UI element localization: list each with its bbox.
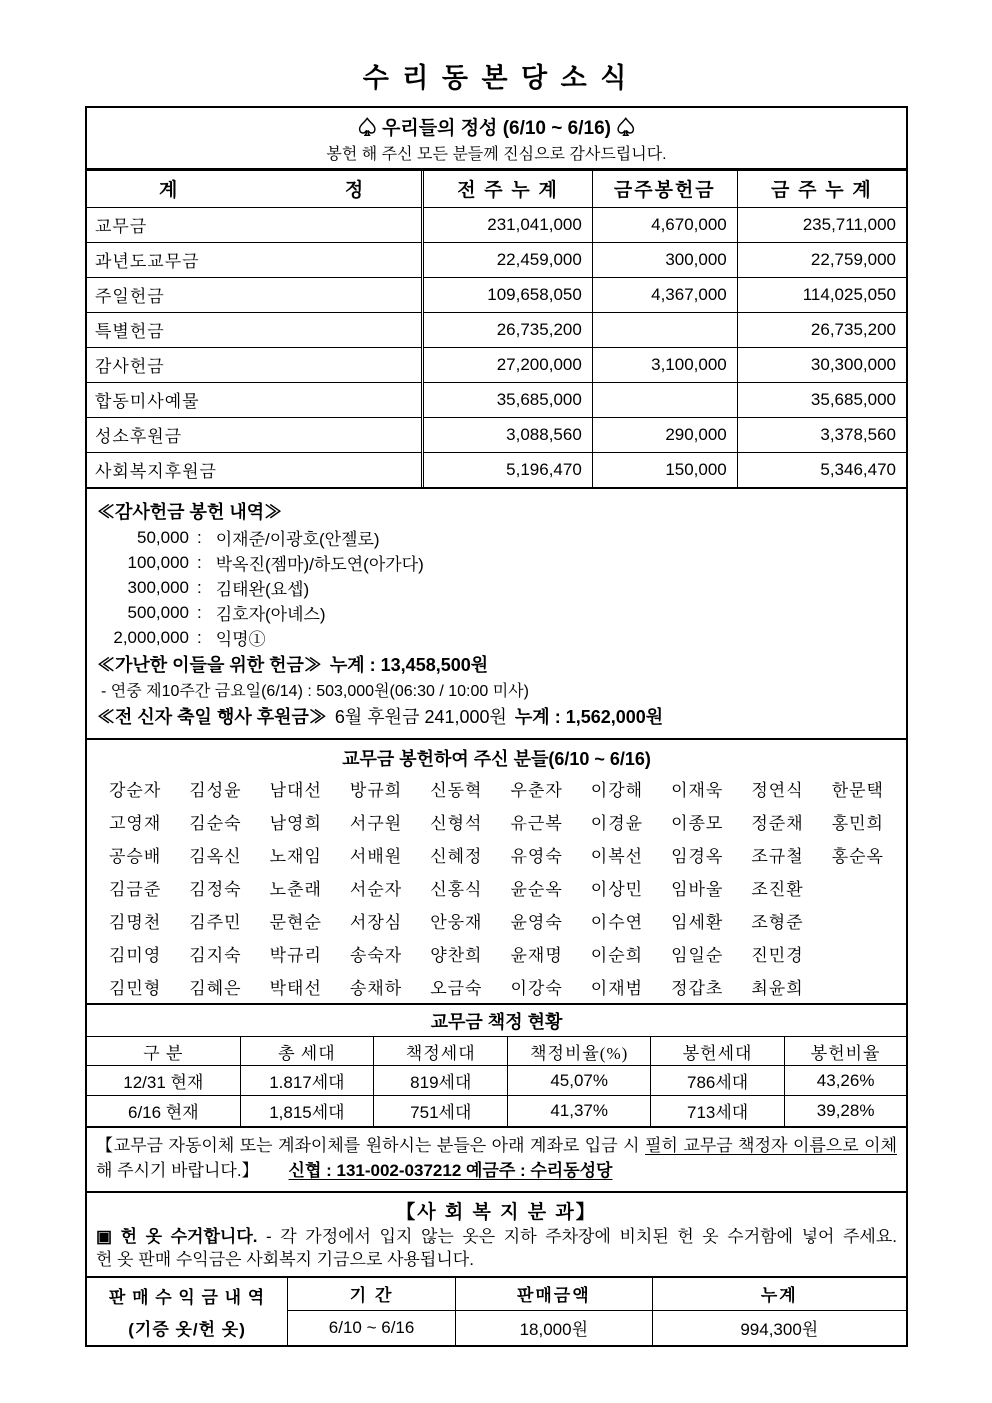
feast-fund-total: 누계 : 1,562,000원 [514,706,664,727]
funds-detail-section [85,487,908,740]
donor-name: 홍민희 [831,814,884,833]
poor-fund-detail: - 연중 제10주간 금요일(6/14) : 503,000원(06:30 / 10:00 미사) [101,683,529,700]
thanksgiving-donor: 김태완(요셉) [215,580,310,599]
donor-name: 신동혁 [430,781,483,800]
list-item [97,625,896,650]
sales-row-label-line2: (기증 옷/헌 옷) [128,1319,246,1339]
donor-name: 서순자 [349,880,403,899]
donor-name: 한문택 [831,781,884,800]
donor-name: 오금숙 [430,979,483,998]
assessment-cell: 1.817세대 [240,1066,373,1096]
offering-prev-total: 5,196,470 [423,452,593,487]
table-row [95,937,898,970]
sales-row-label-line1: 판 매 수 익 금 내 역 [108,1287,266,1307]
offering-prev-total: 35,685,000 [423,382,593,417]
donor-name: 신형석 [430,814,483,833]
offering-header-account [87,171,423,207]
donor-name: 박태선 [269,979,322,998]
donor-name: 박규리 [269,946,322,965]
poor-fund-line [97,650,896,677]
donor-name: 이순희 [590,946,644,965]
donor-names-table [95,772,898,1003]
assessment-table [87,1036,906,1126]
donor-name: 이재욱 [671,781,724,800]
thanksgiving-separator: : [197,602,202,622]
donor-name: 신홍식 [430,880,483,899]
offering-week-amount: 290,000 [592,417,737,452]
donor-name: 방규희 [349,781,403,800]
offering-week-total: 5,346,470 [737,452,906,487]
table-row [95,772,898,805]
table-row [87,417,906,452]
donor-name: 임바울 [671,880,724,899]
donor-name: 조형준 [751,913,804,932]
donor-name: 정연식 [751,781,804,800]
donor-name: 안웅재 [430,913,483,932]
offering-row-label: 합동미사예물 [87,382,423,417]
assessment-cell: 1,815세대 [240,1096,373,1126]
donor-name: 양찬희 [430,946,483,965]
offering-header-row [87,171,906,207]
offering-week-total: 3,378,560 [737,417,906,452]
table-row [87,347,906,382]
offering-week-amount: 150,000 [592,452,737,487]
offering-week-amount: 4,670,000 [592,207,737,242]
donor-name [818,871,898,904]
offering-week-total: 30,300,000 [737,347,906,382]
assessment-header: 책정비율(%) [508,1037,651,1066]
welfare-notice-line1 [87,1225,906,1248]
donor-name: 남영희 [269,814,322,833]
thanksgiving-amount: 50,000 [137,527,189,547]
table-row [87,1066,906,1096]
sales-table [87,1276,906,1345]
donor-name: 유영숙 [510,847,563,866]
donor-name: 노춘래 [269,880,322,899]
donor-name: 공승배 [109,847,162,866]
table-row [87,452,906,487]
offering-week-total: 35,685,000 [737,382,906,417]
donor-name: 김지숙 [189,946,242,965]
assessment-header: 봉헌세대 [650,1037,784,1066]
table-row [87,382,906,417]
donor-name: 정갑초 [671,979,724,998]
donor-list-title: 교무금 봉헌하여 주신 분들(6/10 ~ 6/16) [342,749,651,769]
donor-name: 김정숙 [189,880,242,899]
thanksgiving-donor: 이재준/이광호(안젤로) [215,530,380,549]
donor-name [818,970,898,1003]
donor-name: 이종모 [671,814,724,833]
offering-week-amount: 3,100,000 [592,347,737,382]
transfer-notice-text: 【교무금 자동이체 또는 계좌이체를 원하시는 분들은 아래 계좌로 입금 시 [96,1135,646,1155]
assessment-cell: 751세대 [374,1096,508,1126]
thanksgiving-amount: 2,000,000 [113,627,189,647]
thanksgiving-title: ≪감사헌금 봉헌 내역≫ [97,502,283,522]
donor-name: 남대선 [269,781,322,800]
offering-row-label: 특별헌금 [87,312,423,347]
offering-week-total: 26,735,200 [737,312,906,347]
offering-week-total: 22,759,000 [737,242,906,277]
offering-row-label: 교무금 [87,207,423,242]
thanksgiving-donor: 박옥진(젬마)/하도연(아가다) [215,555,424,574]
welfare-notice-text: - 각 가정에서 입지 않는 옷은 지하 주차장에 비치된 헌 옷 수거함에 넣어 주세요. [266,1226,897,1246]
offering-header-week-offering: 금주봉헌금 [592,171,737,207]
donor-name: 진민경 [751,946,804,965]
donor-name: 임세환 [671,913,724,932]
assessment-cell: 43,26% [785,1066,906,1096]
sales-header-amount: 판매금액 [456,1277,653,1311]
donor-name: 이상민 [590,880,644,899]
donor-name: 조규철 [751,847,804,866]
welfare-notice-lead: 헌 옷 수거합니다. [120,1226,258,1246]
offering-row-label: 주일헌금 [87,277,423,312]
assessment-cell: 819세대 [374,1066,508,1096]
donor-name: 임일순 [671,946,724,965]
assessment-cell: 786세대 [650,1066,784,1096]
offering-table [87,171,906,487]
offering-summary-section [85,106,908,489]
donor-name: 강순자 [109,781,162,800]
thanksgiving-donor: 김호자(아녜스) [215,605,326,624]
page-title: 수 리 동 본 당 소 식 [362,63,630,93]
table-row [95,838,898,871]
donor-name: 윤재명 [510,946,563,965]
sales-header-total: 누계 [652,1277,906,1311]
feast-fund-month: 6월 후원금 241,000원 [334,706,507,727]
offering-week-amount: 4,367,000 [592,277,737,312]
sales-header-period: 기 간 [288,1277,456,1311]
donor-name: 김혜은 [189,979,242,998]
offering-row-label: 과년도교무금 [87,242,423,277]
donor-name: 윤순옥 [510,880,563,899]
assessment-section [85,1003,908,1128]
poor-fund-title: ≪가난한 이들을 위한 헌금≫ [97,654,322,675]
offering-week-amount [592,312,737,347]
donor-name: 윤영숙 [510,913,563,932]
assessment-header: 총 세대 [240,1037,373,1066]
donor-name: 김성윤 [189,781,242,800]
offering-week-amount [592,382,737,417]
donor-name: 김순숙 [189,814,242,833]
assessment-cell: 12/31 현재 [87,1066,240,1096]
offering-prev-total: 3,088,560 [423,417,593,452]
donor-name: 임경옥 [671,847,724,866]
bulletin-content [85,106,908,1347]
thanksgiving-separator: : [197,552,202,572]
donor-name: 서배원 [349,847,403,866]
donor-name: 김민형 [109,979,162,998]
donor-name: 이복선 [590,847,644,866]
donor-name: 이강해 [590,781,644,800]
offering-prev-total: 27,200,000 [423,347,593,382]
table-row [87,207,906,242]
offering-header-account-right: 정 [344,180,366,202]
sales-header-row [87,1277,906,1311]
donor-names [87,772,906,1003]
sales-total: 994,300원 [652,1311,906,1345]
poor-fund-total: 누계 : 13,458,500원 [329,654,489,675]
offering-row-label: 사회복지후원금 [87,452,423,487]
assessment-header-row [87,1037,906,1066]
assessment-cell: 45,07% [508,1066,651,1096]
donor-name [818,904,898,937]
thanksgiving-amount: 300,000 [127,577,189,597]
donor-name: 조진환 [751,880,804,899]
assessment-header: 구 분 [87,1037,240,1066]
thanksgiving-amount: 100,000 [127,552,189,572]
donor-list-section [85,738,908,1005]
donor-name: 신혜정 [430,847,483,866]
offering-section-title: ♤ 우리들의 정성 (6/10 ~ 6/16) ♤ [357,118,636,139]
donor-name: 서장심 [349,913,403,932]
offering-prev-total: 22,459,000 [423,242,593,277]
offering-week-amount: 300,000 [592,242,737,277]
donor-name: 이재범 [590,979,644,998]
donor-name: 김옥신 [189,847,242,866]
offering-prev-total: 109,658,050 [423,277,593,312]
table-row [87,1096,906,1126]
sales-row-label [87,1277,288,1345]
assessment-header: 책정세대 [374,1037,508,1066]
donor-name: 김명천 [109,913,162,932]
offering-row-label: 성소후원금 [87,417,423,452]
offering-week-total: 235,711,000 [737,207,906,242]
donor-name: 유근복 [510,814,563,833]
donor-name: 홍순옥 [831,847,884,866]
donor-name: 송채하 [349,979,403,998]
welfare-notice-line2: 헌 옷 판매 수익금은 사회복지 기금으로 사용됩니다. [96,1249,474,1269]
list-item [97,550,896,575]
square-bullet-icon: ▣ [96,1226,113,1246]
assessment-cell: 6/16 현재 [87,1096,240,1126]
transfer-notice-text: 해 주시기 바랍니다.】 [96,1160,259,1180]
donor-name: 김미영 [109,946,162,965]
donor-name: 김주민 [189,913,242,932]
list-item [97,525,896,550]
feast-fund-line [97,702,896,729]
offering-header-prev-total: 전 주 누 계 [423,171,593,207]
assessment-title: 교무금 책정 현황 [430,1012,563,1032]
transfer-notice-section [85,1126,908,1193]
thanksgiving-separator: : [197,627,202,647]
offering-prev-total: 26,735,200 [423,312,593,347]
donor-name: 노재임 [269,847,322,866]
donor-name: 김금준 [109,880,162,899]
table-row [87,277,906,312]
donor-name: 이수연 [590,913,644,932]
donor-name: 이강숙 [510,979,563,998]
assessment-header: 봉헌비율 [785,1037,906,1066]
table-row [95,970,898,1003]
donor-name [818,937,898,970]
table-row [87,312,906,347]
donor-name: 이경윤 [590,814,644,833]
offering-week-total: 114,025,050 [737,277,906,312]
offering-header-week-total: 금 주 누 계 [737,171,906,207]
list-item [97,575,896,600]
sales-amount: 18,000원 [456,1311,653,1345]
offering-prev-total: 231,041,000 [423,207,593,242]
assessment-cell: 41,37% [508,1096,651,1126]
thanksgiving-separator: : [197,527,202,547]
thanksgiving-amount: 500,000 [127,602,189,622]
donor-name: 최윤희 [751,979,804,998]
thanksgiving-separator: : [197,577,202,597]
donor-name: 정준채 [751,814,804,833]
donor-name: 서구원 [349,814,403,833]
sales-period: 6/10 ~ 6/16 [288,1311,456,1345]
donor-name: 송숙자 [349,946,403,965]
transfer-notice-underlined: 필히 교무금 책정자 이름으로 이체 [645,1135,897,1155]
bank-account-info: 신협 : 131-002-037212 예금주 : 수리동성당 [288,1160,613,1180]
table-row [95,805,898,838]
list-item [97,600,896,625]
welfare-title: 【사 회 복 지 분 과】 [396,1201,597,1223]
table-row [87,242,906,277]
assessment-cell: 713세대 [650,1096,784,1126]
table-row [95,871,898,904]
offering-header-account-left: 계 [159,180,180,202]
thanksgiving-donor: 익명① [215,630,266,649]
assessment-cell: 39,28% [785,1096,906,1126]
donor-name: 우춘자 [510,781,563,800]
offering-section-subtitle: 봉헌 해 주신 모든 분들께 진심으로 감사드립니다. [87,141,906,171]
donor-name: 문현순 [269,913,322,932]
offering-row-label: 감사헌금 [87,347,423,382]
donor-name: 고영재 [109,814,162,833]
feast-fund-title: ≪전 신자 축일 행사 후원금≫ [97,706,327,727]
table-row [95,904,898,937]
welfare-section [85,1191,908,1347]
